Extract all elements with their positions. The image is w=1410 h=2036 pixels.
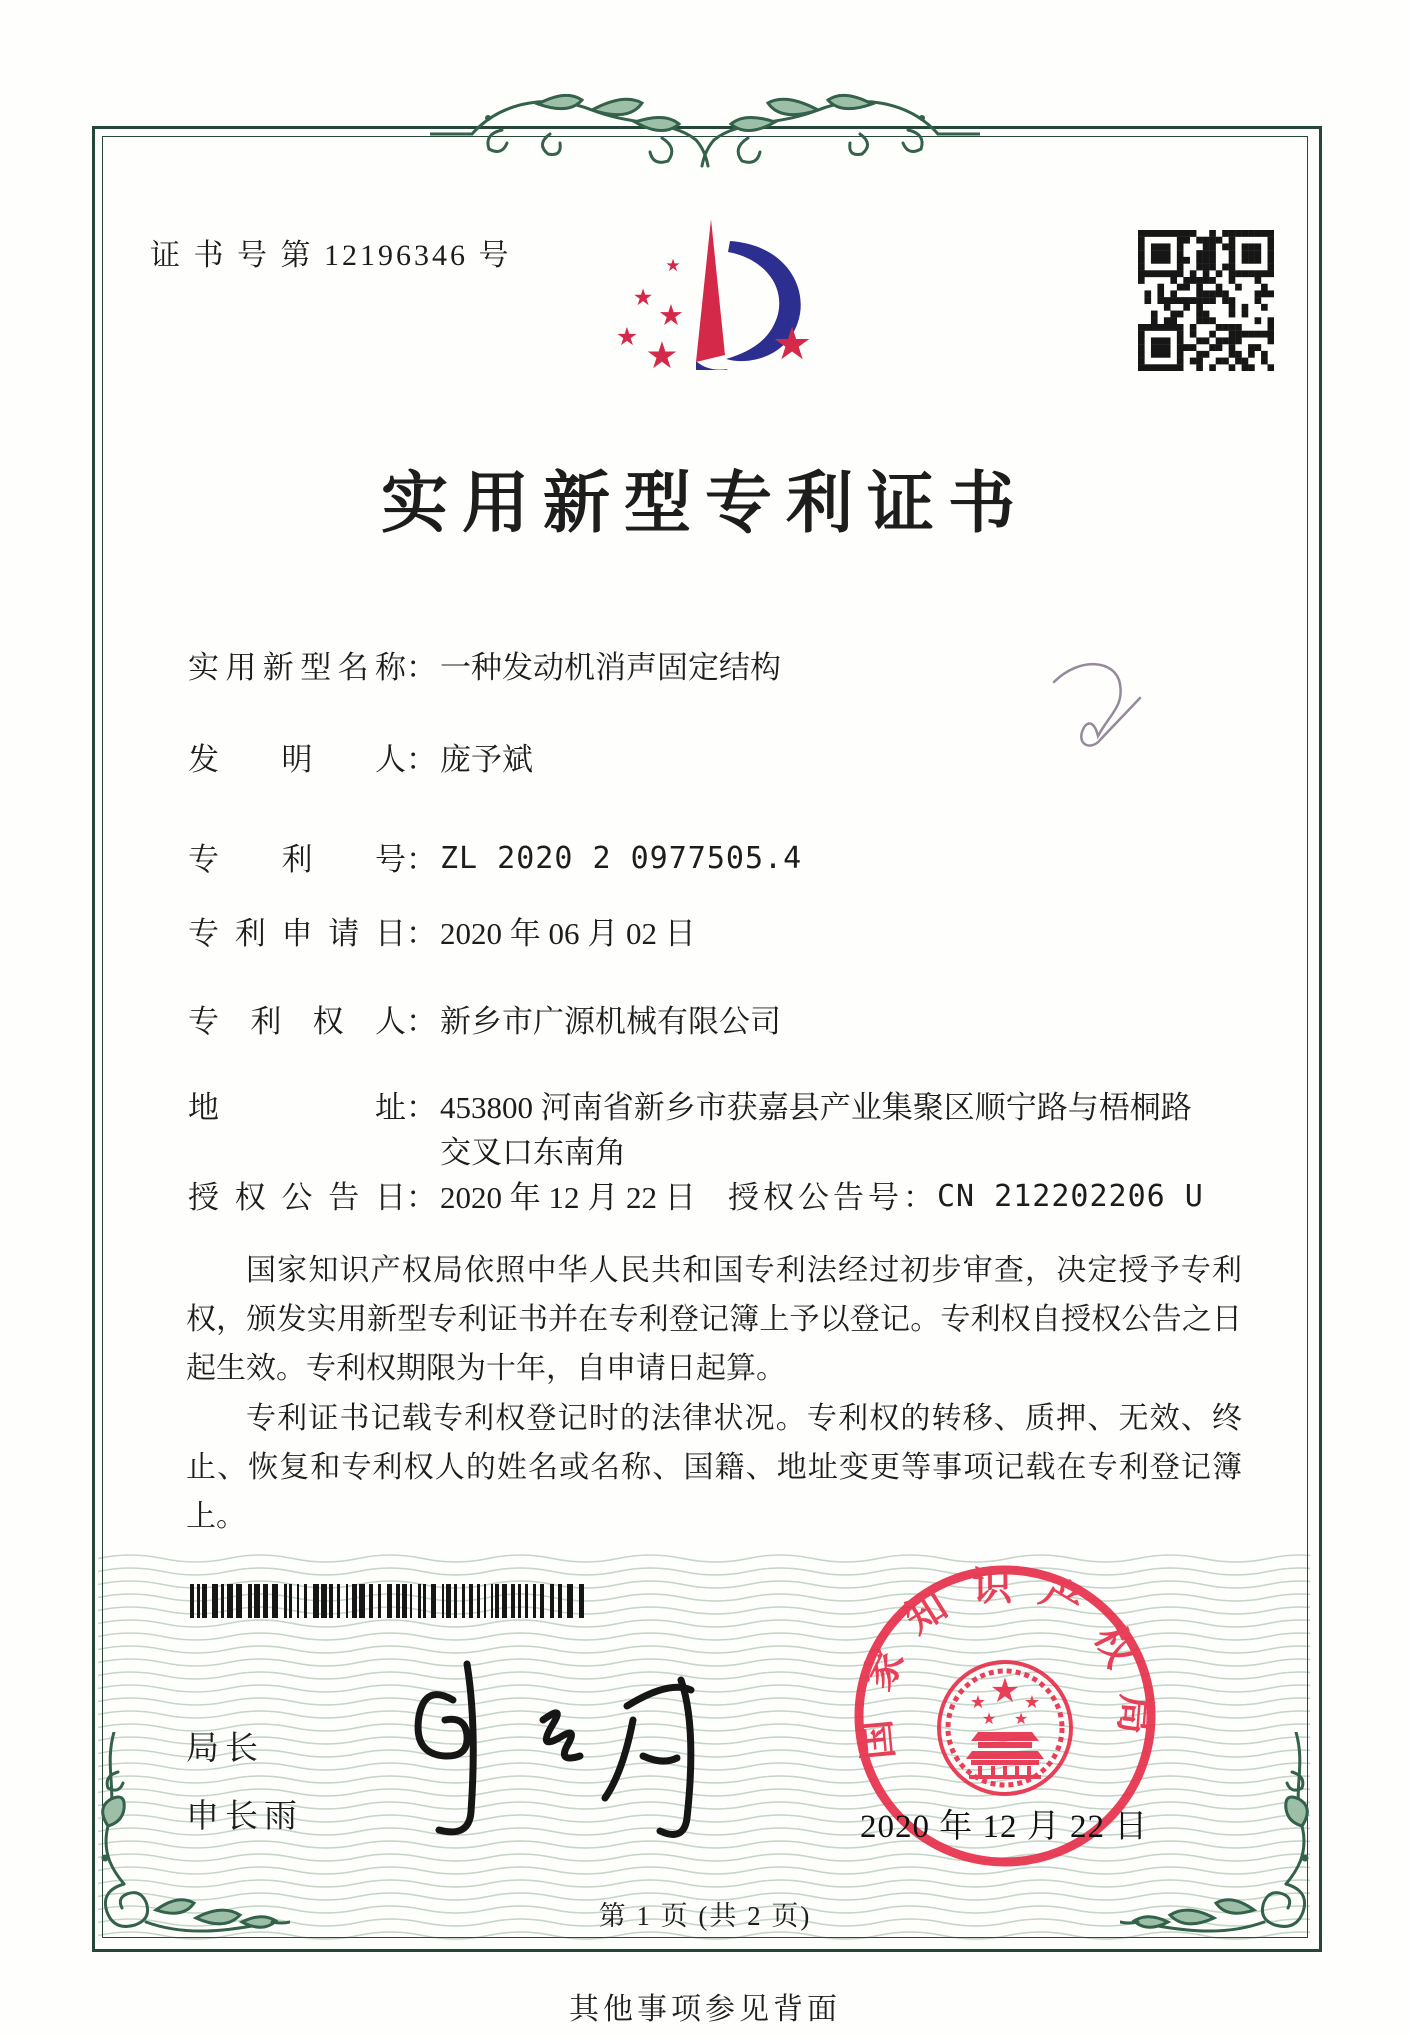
svg-text:★: ★ [645,334,679,370]
top-ornament [430,82,980,186]
field-value: 庞予斌 [440,742,533,777]
field-label: 授权公告号 [728,1180,903,1215]
svg-text:★: ★ [615,322,639,351]
svg-text:★: ★ [632,285,654,311]
field-label: 发明人 [188,742,406,777]
back-note: 其他事项参见背面 [569,1993,841,2026]
field-label: 地址 [188,1090,406,1125]
svg-text:★: ★ [658,298,684,332]
field-patentee [188,1000,781,1043]
colon: ： [903,1180,934,1215]
field-inventor [188,738,533,781]
field-grant-date [188,1176,1204,1219]
colon: ： [406,650,437,685]
cnipa-logo [600,203,815,370]
certificate-title: 实用新型专利证书 [381,467,1029,541]
director-signature [375,1658,765,1853]
pen-scribble [1040,648,1160,808]
field-label: 授权公告日 [188,1180,406,1215]
colon: ： [406,1090,437,1125]
colon: ： [406,742,437,777]
field-value [440,1086,1240,1176]
field-value: 2020 年 06 月 02 日 [440,916,696,951]
field-address [188,1086,1240,1176]
field-value: ZL 2020 2 0977505.4 [440,841,803,876]
svg-text:★: ★ [989,1671,1021,1711]
field-label: 专利申请日 [188,916,406,951]
field-label: 实用新型名称 [188,650,406,685]
field-value: 新乡市广源机械有限公司 [440,1004,781,1039]
field-grant-number [728,1176,1204,1219]
field-utility-model-name [188,646,781,689]
colon: ： [406,1004,437,1039]
certificate-number: 证 书 号 第 12196346 号 [150,239,512,272]
field-value: 2020 年 12 月 22 日 [440,1180,696,1215]
svg-text:★: ★ [1023,1692,1041,1713]
field-value: CN 212202206 U [937,1179,1204,1214]
seal-agency-text: 国家知识产权局 [850,1563,1160,1762]
director-title: 局长 [186,1731,264,1767]
address-line-1: 453800 河南省新乡市获嘉县产业集聚区顺宁路与梧桐路 [440,1090,1192,1125]
field-label: 专利权人 [188,1004,406,1039]
field-value: 一种发动机消声固定结构 [440,650,781,685]
paragraph-register-statement: 专利证书记载专利权登记时的法律状况。专利权的转移、质押、无效、终止、恢复和专利权人的姓名或名称、国籍、地址变更等事项记载在专利登记簿上。 [186,1401,1242,1533]
colon: ： [406,842,437,877]
svg-text:★: ★ [969,1692,987,1713]
director-name: 申长雨 [186,1799,303,1835]
page-number: 第 1 页 (共 2 页) [598,1901,812,1931]
svg-text:★: ★ [1013,1709,1029,1728]
colon: ： [406,916,437,951]
address-line-2: 交叉口东南角 [440,1134,626,1170]
legal-text [186,1246,1242,1541]
certificate-barcode [190,1584,586,1618]
field-label: 专利号 [188,842,406,877]
svg-text:★: ★ [981,1709,997,1728]
svg-text:★: ★ [771,317,813,370]
field-filing-date [188,912,696,955]
colon: ： [406,1180,437,1215]
seal-date: 2020 年 12 月 22 日 [860,1809,1149,1845]
svg-text:★: ★ [665,256,681,276]
qr-code [1138,230,1274,371]
paragraph-grant-statement: 国家知识产权局依照中华人民共和国专利法经过初步审查，决定授予专利权，颁发实用新型专利证书并在专利登记簿上予以登记。专利权自授权公告之日起生效。专利权期限为十年，自申请日起算。 [186,1254,1242,1386]
field-patent-number [188,838,802,881]
national-emblem-icon [939,1662,1071,1794]
